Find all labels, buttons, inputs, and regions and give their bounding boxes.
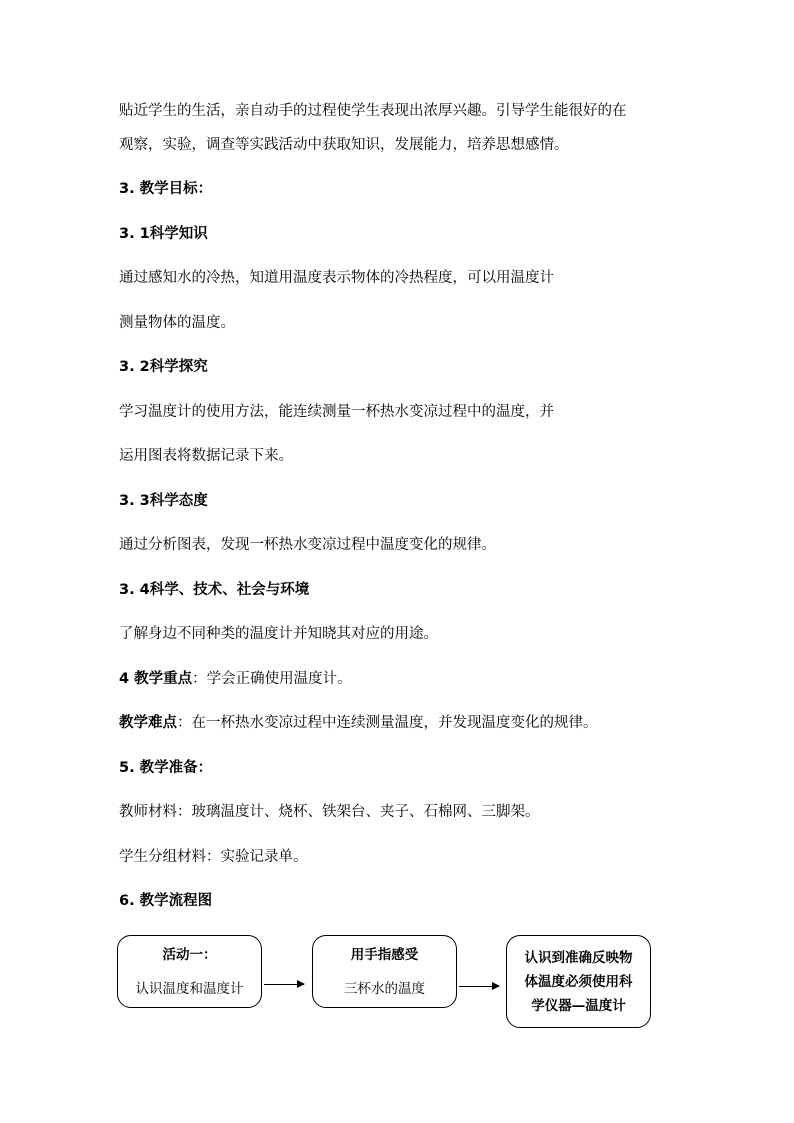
student-materials: 学生分组材料：实验记录单。 — [119, 849, 308, 865]
paragraph-line: 通过分析图表，发现一杯热水变凉过程中温度变化的规律。 — [119, 537, 496, 553]
paragraph-line: 了解身边不同种类的温度计并知晓其对应的用途。 — [119, 626, 438, 642]
box-text: 认识温度和温度计 — [135, 980, 244, 997]
flowchart-arrow — [264, 984, 304, 985]
paragraph-line: 学习温度计的使用方法，能连续测量一杯热水变凉过程中的温度，并 — [119, 404, 554, 420]
paragraph-line: 测量物体的温度。 — [119, 315, 235, 331]
box-text: 活动一： — [162, 946, 217, 963]
key-point-label: 4 教学重点 — [119, 671, 193, 687]
box-text: 用手指感受 — [350, 946, 419, 963]
section-heading-flowchart: 6. 教学流程图 — [119, 893, 213, 909]
teacher-materials: 教师材料：玻璃温度计、烧杯、铁架台、夹子、石棉网、三脚架。 — [119, 804, 540, 820]
box-text: 学仪器—温度计 — [531, 997, 626, 1014]
flowchart-box-thermometer — [506, 935, 651, 1028]
paragraph-line: 观察，实验，调查等实践活动中获取知识，发展能力，培养思想感情。 — [119, 137, 569, 153]
subheading-sts: 3. 4科学、技术、社会与环境 — [119, 582, 310, 598]
paragraph-line: 通过感知水的冷热，知道用温度表示物体的冷热程度，可以用温度计 — [119, 270, 554, 286]
box-text: 三杯水的温度 — [344, 980, 425, 997]
section-heading-prep: 5. 教学准备： — [119, 760, 213, 776]
flowchart-box-feel-water — [312, 935, 457, 1008]
key-point-line — [119, 669, 352, 689]
flowchart-arrow — [459, 986, 499, 987]
paragraph-line: 运用图表将数据记录下来。 — [119, 448, 293, 464]
box-text: 认识到准确反映物 — [524, 949, 633, 966]
flowchart-box-activity-one — [117, 935, 262, 1008]
subheading-inquiry: 3. 2科学探究 — [119, 359, 208, 375]
difficulty-label: 教学难点 — [119, 715, 177, 731]
key-point-text: ：学会正确使用温度计。 — [192, 671, 352, 687]
box-text: 体温度必须使用科 — [524, 973, 633, 990]
difficulty-text: ：在一杯热水变凉过程中连续测量温度，并发现温度变化的规律。 — [177, 715, 598, 731]
subheading-attitude: 3. 3科学态度 — [119, 493, 208, 509]
section-heading-goals: 3. 教学目标： — [119, 181, 213, 197]
difficulty-line — [119, 713, 598, 733]
paragraph-line: 贴近学生的生活，亲自动手的过程使学生表现出浓厚兴趣。引导学生能很好的在 — [119, 103, 627, 119]
subheading-knowledge: 3. 1科学知识 — [119, 226, 208, 242]
